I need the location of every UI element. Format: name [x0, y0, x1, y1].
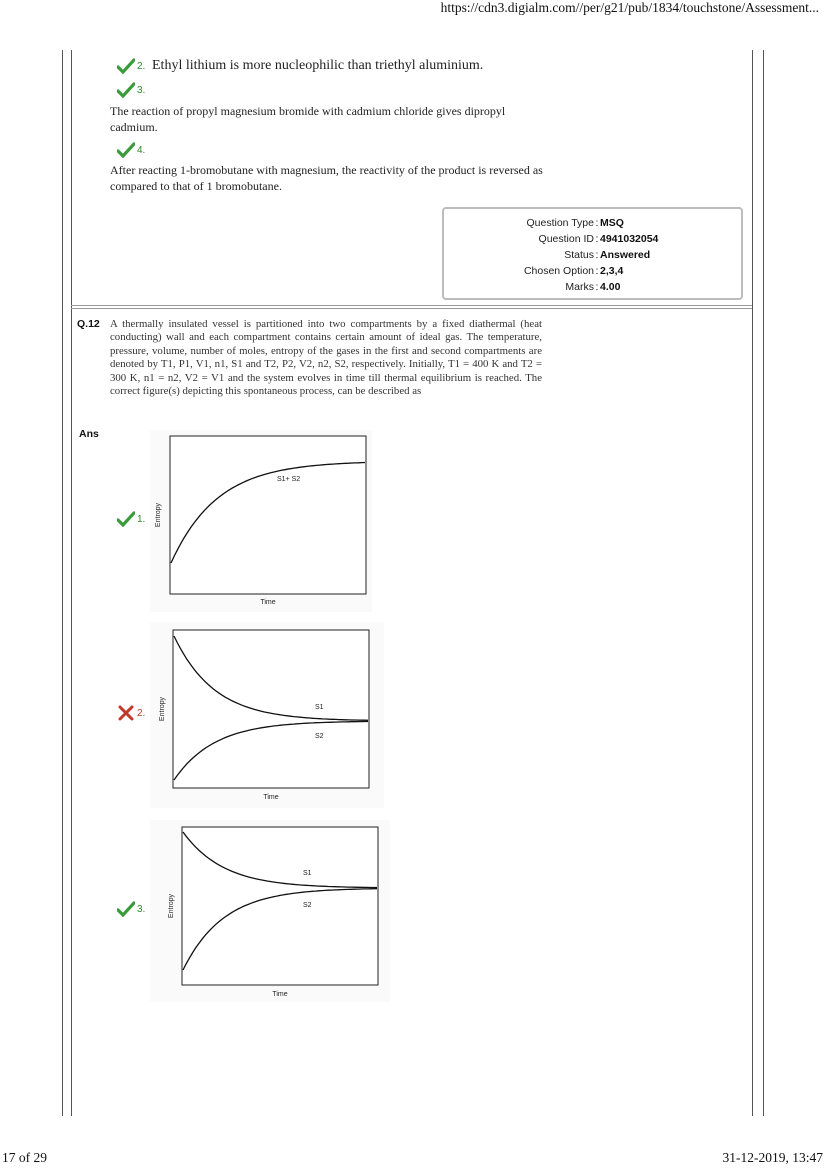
answer-option-2 — [117, 705, 145, 721]
question-divider-2 — [71, 308, 752, 309]
figure-option-2 — [150, 622, 384, 808]
series-label: S2 — [303, 902, 312, 909]
info-value: Answered — [600, 249, 651, 261]
info-key: Question Type — [526, 217, 594, 229]
prev-option-2 — [117, 58, 145, 74]
prev-option-4 — [117, 142, 145, 158]
figure-option-3 — [150, 820, 390, 1002]
info-key: Marks — [565, 281, 594, 293]
plot-frame — [182, 827, 378, 985]
page-url: https://cdn3.digialm.com//per/g21/pub/1834/touchstone/Assessment... — [440, 0, 819, 15]
prev-option-3 — [117, 82, 145, 98]
check-icon — [117, 82, 135, 98]
entropy-plot-1 — [150, 430, 372, 612]
question-number: Q.12 — [77, 318, 100, 330]
answer-label: Ans — [79, 428, 99, 440]
entropy-plot-2 — [150, 622, 384, 808]
info-value: MSQ — [600, 217, 624, 229]
answer-option-3 — [117, 901, 145, 917]
series-label: S2 — [315, 733, 324, 740]
question-text: A thermally insulated vessel is partitioned into two compartments by a fixed diathermal (heat conducting) wall and each compartment contains certain amount of ideal gas. The temperature, pressure, volume, number of moles, entropy of the gases in the first and second compartments are denoted by T1, P1, V1, n1, S1 and T2, P2, V2, n2, S2, respectively. Initially, T1 = 400 K and T2 = 300 K, n1 = n2, V2 = V1 and the system evolves in time till thermal equilibrium is reached. The correct figure(s) depicting this spontaneous process, can be described as — [110, 318, 542, 398]
x-axis-label: Time — [272, 991, 288, 998]
prev-option-2-text: Ethyl lithium is more nucleophilic than triethyl aluminium. — [152, 58, 484, 73]
info-key: Status — [564, 249, 594, 261]
figure-option-1 — [150, 430, 372, 612]
frame-left-outer — [62, 50, 63, 1116]
check-icon — [117, 511, 135, 527]
question-divider — [71, 305, 752, 306]
y-axis-label: Entropy — [159, 696, 166, 722]
y-axis-label: Entropy — [155, 502, 162, 528]
entropy-plot-3 — [150, 820, 390, 1002]
plot-frame — [173, 630, 369, 788]
series-label: S1+ S2 — [277, 476, 301, 483]
option-number: 4. — [137, 144, 146, 156]
prev-option-3-text: The reaction of propyl magnesium bromide with cadmium chloride gives dipropyl cadmium. — [110, 104, 506, 134]
plot-frame — [170, 436, 366, 594]
x-axis-label: Time — [260, 599, 276, 606]
check-icon — [117, 58, 135, 74]
series-label: S1 — [303, 870, 312, 877]
frame-left-inner — [71, 50, 72, 1116]
info-key: Question ID — [538, 233, 594, 245]
info-question-id: Question ID : 4941032054 — [444, 233, 741, 245]
option-number: 2. — [137, 707, 146, 719]
option-number: 3. — [137, 903, 146, 915]
info-status: Status : Answered — [444, 249, 741, 261]
answer-option-1 — [117, 511, 145, 527]
series-label: S1 — [315, 704, 324, 711]
prev-option-4-text: After reacting 1-bromobutane with magnesium, the reactivity of the product is reversed as compared to that of 1 bromobutane. — [110, 163, 543, 193]
cross-icon — [117, 705, 135, 721]
check-icon — [117, 901, 135, 917]
option-number: 2. — [137, 60, 146, 72]
frame-right-inner — [752, 50, 753, 1116]
check-icon — [117, 142, 135, 158]
info-value: 4941032054 — [600, 233, 659, 245]
frame-right-outer — [763, 50, 764, 1116]
page-number: 17 of 29 — [2, 1150, 47, 1165]
print-datetime: 31-12-2019, 13:47 — [722, 1150, 823, 1165]
info-chosen-option: Chosen Option : 2,3,4 — [444, 265, 741, 277]
x-axis-label: Time — [263, 794, 279, 801]
question-info-box — [442, 207, 743, 300]
info-value: 4.00 — [600, 281, 621, 293]
info-marks: Marks : 4.00 — [444, 281, 741, 293]
info-question-type: Question Type : MSQ — [444, 217, 741, 229]
info-value: 2,3,4 — [600, 265, 624, 277]
option-number: 1. — [137, 513, 146, 525]
info-key: Chosen Option — [523, 265, 594, 277]
y-axis-label: Entropy — [168, 893, 175, 919]
option-number: 3. — [137, 84, 146, 96]
